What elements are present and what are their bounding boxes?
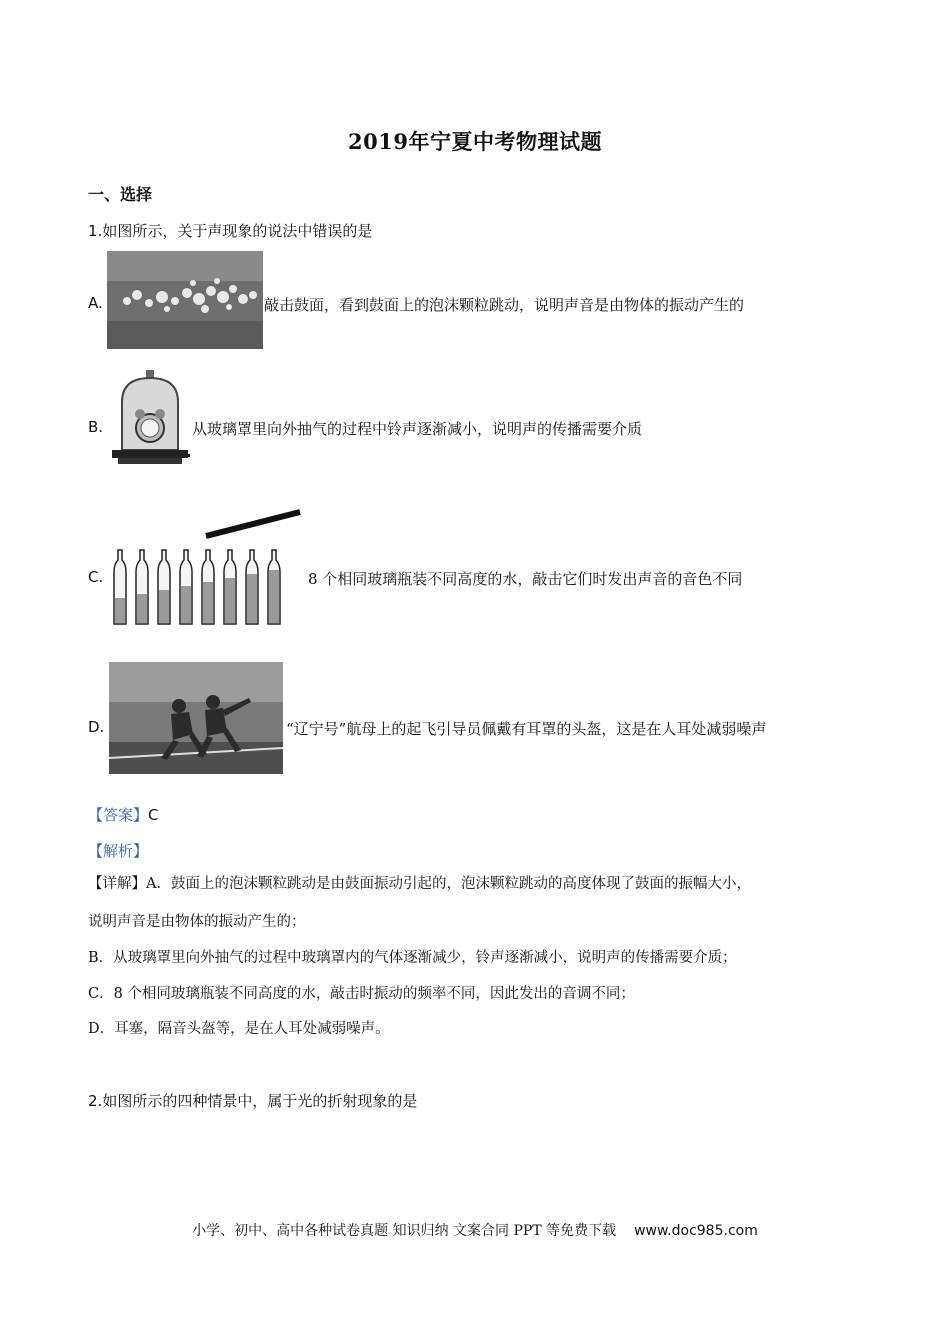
bottles-illustration-icon	[106, 506, 304, 630]
drum-foam-photo-icon	[107, 251, 263, 349]
footer-site-link[interactable]: www.doc985.com	[634, 1223, 758, 1239]
option-d-letter: D.	[88, 718, 105, 736]
answer-line	[88, 804, 159, 825]
option-d-text: “辽宁号”航母上的起飞引导员佩戴有耳罩的头盔，这是在人耳处减弱噪声	[286, 720, 767, 738]
detail-label: 【详解】	[88, 876, 146, 892]
detail-line-3: B．从玻璃罩里向外抽气的过程中玻璃罩内的气体逐渐减少，铃声逐渐减小，说明声的传播需要介质；	[88, 950, 737, 966]
detail-line-2: 说明声音是由物体的振动产生的；	[88, 914, 306, 930]
section-heading: 一、选择	[88, 185, 153, 204]
answer-label: 【答案】	[88, 806, 149, 824]
option-b-text: 从玻璃罩里向外抽气的过程中铃声逐渐减小，说明声的传播需要介质	[192, 420, 643, 438]
analysis-label: 【解析】	[88, 842, 149, 860]
question-text: 如图所示的四种情景中，属于光的折射现象的是	[102, 1092, 418, 1110]
question-number: 2.	[88, 1092, 103, 1110]
option-a-text: 敲击鼓面，看到鼓面上的泡沫颗粒跳动，说明声音是由物体的振动产生的	[264, 296, 745, 314]
detail-line-1: 【详解】A．鼓面上的泡沫颗粒跳动是由鼓面振动引起的，泡沫颗粒跳动的高度体现了鼓面的振幅大小，	[88, 876, 751, 892]
option-c-text: 8 个相同玻璃瓶装不同高度的水，敲击它们时发出声音的音色不同	[308, 570, 743, 588]
question-number: 1.	[88, 222, 103, 240]
question-1-stem	[88, 220, 372, 241]
page-footer	[0, 1220, 950, 1240]
page-title: 2019年宁夏中考物理试题	[348, 129, 602, 154]
detail-line-5: D．耳塞，隔音头盔等，是在人耳处减弱噪声。	[88, 1021, 390, 1037]
footer-text: 小学、初中、高中各种试卷真题 知识归纳 文案合同 PPT 等免费下载	[192, 1223, 617, 1239]
question-2-stem	[88, 1090, 417, 1111]
detail-line-4: C．8 个相同玻璃瓶装不同高度的水，敲击时振动的频率不同，因此发出的音调不同；	[88, 986, 635, 1002]
carrier-crew-photo-icon	[109, 662, 283, 774]
option-b-letter: B.	[88, 418, 104, 436]
option-c-letter: C.	[88, 568, 104, 586]
question-text: 如图所示，关于声现象的说法中错误的是	[102, 222, 373, 240]
bell-jar-photo-icon	[108, 368, 192, 466]
option-a-letter: A.	[88, 294, 103, 312]
answer-value: C	[148, 806, 159, 824]
